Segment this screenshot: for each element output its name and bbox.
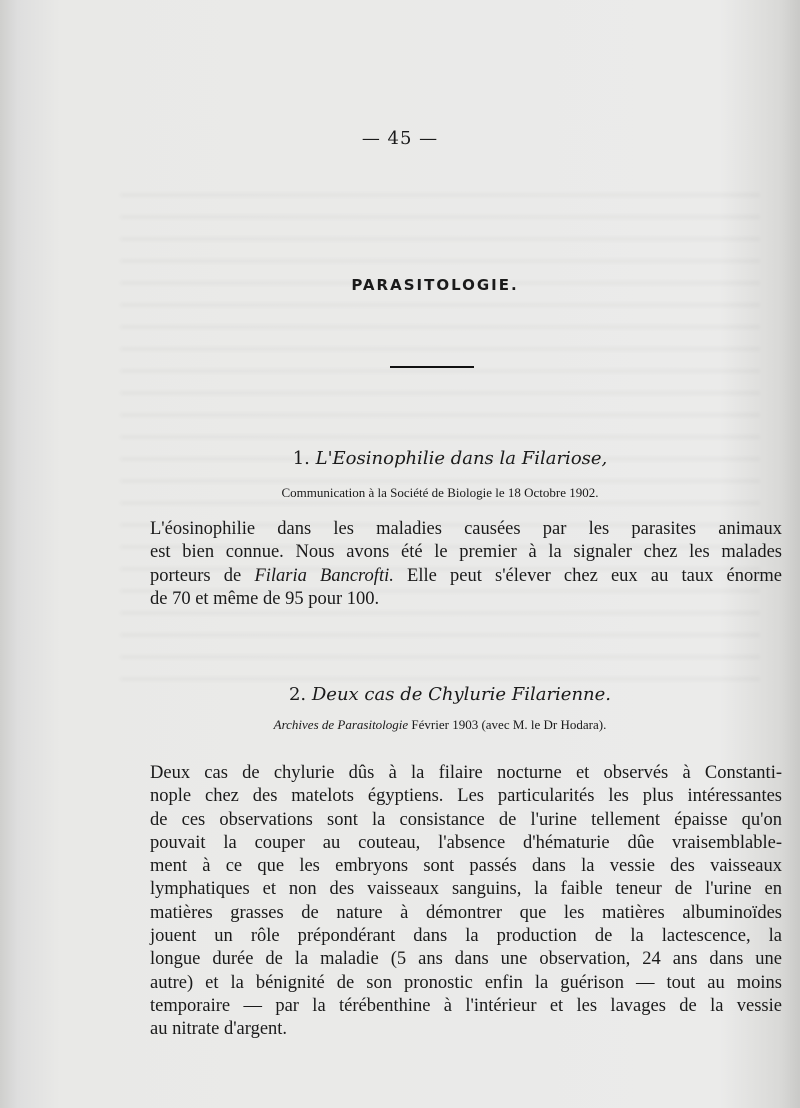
section-title: PARASITOLOGIE. <box>351 276 519 294</box>
article-2-subtitle: Archives de Parasitologie Février 1903 (avec M. le Dr Hodara). <box>273 717 607 732</box>
body-line: Deux cas de chylurie dûs à la filaire nocturne et observés à Constanti- <box>150 763 782 783</box>
page-number: — 45 — <box>361 128 439 149</box>
body-line: ment à ce que les embryons sont passés dans la vessie des vaisseaux <box>150 856 782 877</box>
article-1-title <box>0 448 800 469</box>
species-name: Filaria Bancrofti. <box>254 565 394 586</box>
body-line: matières grasses de nature à démontrer que les matières albuminoïdes <box>150 902 782 923</box>
journal-name: Archives de Parasitologie <box>273 717 409 732</box>
body-line: lymphatiques et non des vaisseaux sanguins, la faible teneur de l'urine en <box>150 879 782 900</box>
body-line: de ces observations sont la consistance de l'urine tellement épaisse qu'on <box>150 809 782 830</box>
body-line: porteurs de Filaria Bancrofti. Elle peut s'élever chez eux au taux énorme <box>150 565 782 586</box>
article-1-subtitle: Communication à la Société de Biologie le 18 Octobre 1902. <box>281 485 599 500</box>
body-line: L'éosinophilie dans les maladies causées par les parasites animaux <box>150 519 782 539</box>
article-1-body <box>150 518 782 611</box>
article-1-number: 1. <box>292 448 310 469</box>
body-line: est bien connue. Nous avons été le premier à la signaler chez les malades <box>150 542 782 563</box>
body-line: au nitrate d'argent. <box>150 1019 288 1040</box>
section-divider <box>390 366 474 368</box>
article-2-title <box>0 684 800 705</box>
body-line: temporaire — par la térébenthine à l'intérieur et les lavages de la vessie <box>150 995 782 1016</box>
article-2-body <box>150 762 782 1042</box>
body-line: nople chez des matelots égyptiens. Les particularités les plus intéressantes <box>150 786 782 807</box>
body-line: de 70 et même de 95 pour 100. <box>150 588 380 609</box>
article-2-number: 2. <box>288 684 307 705</box>
article-1-title-text: L'Eosinophilie dans la Filariose, <box>315 448 608 469</box>
body-line: autre) et la bénignité de son pronostic enfin la guérison — tout au moins <box>150 972 782 993</box>
body-line: pouvait la couper au couteau, l'absence d'hématurie dûe vraisemblable- <box>150 832 782 853</box>
article-2-title-text: Deux cas de Chylurie Filarienne. <box>311 684 612 705</box>
body-line: longue durée de la maladie (5 ans dans une observation, 24 ans dans une <box>150 949 782 970</box>
body-line: jouent un rôle prépondérant dans la production de la lactescence, la <box>150 926 782 947</box>
